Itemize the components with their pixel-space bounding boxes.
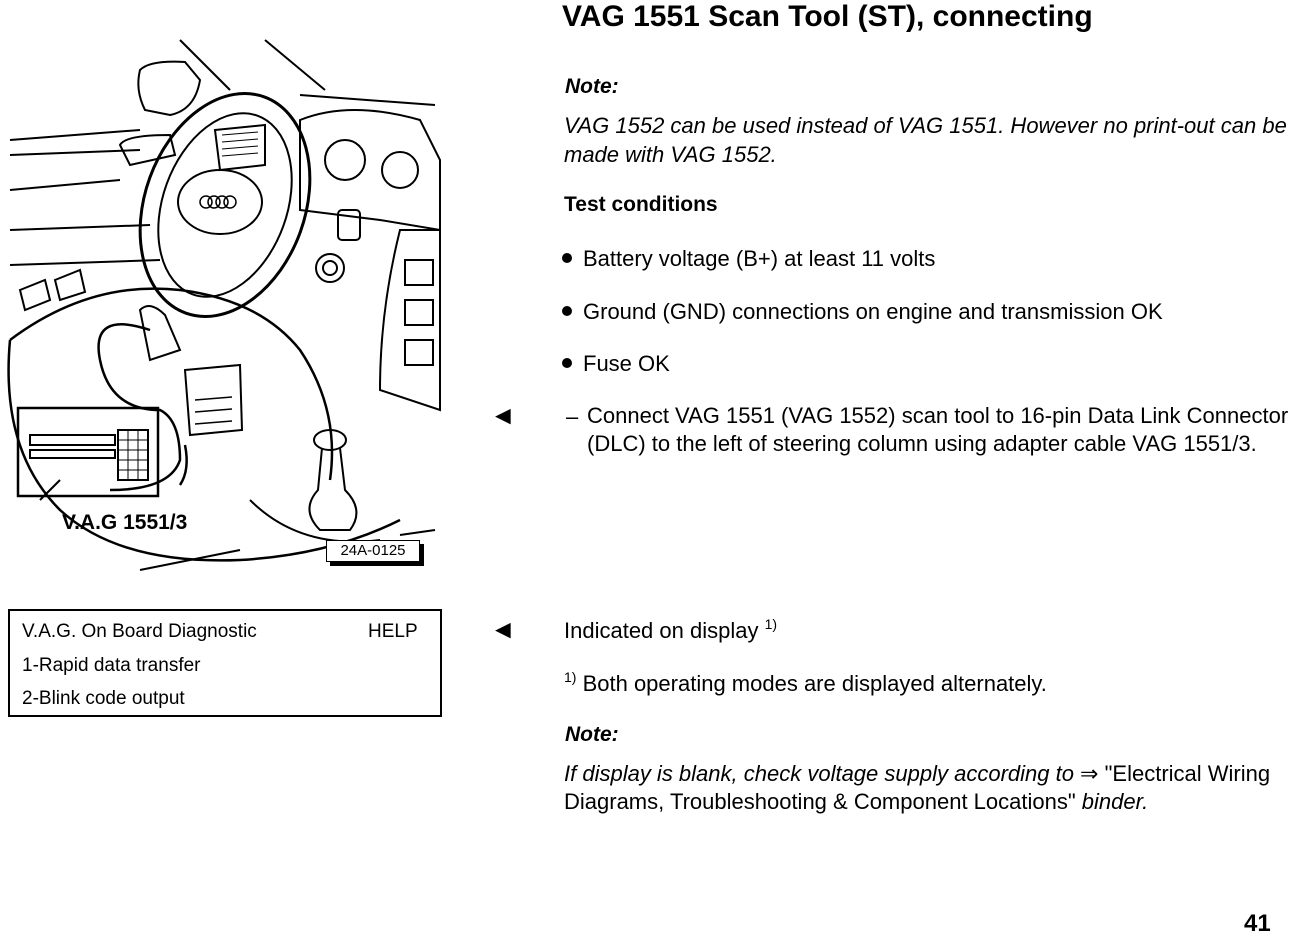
condition-item: Battery voltage (B+) at least 11 volts [562, 246, 1302, 272]
bullet-icon [562, 358, 572, 368]
page-number: 41 [1244, 910, 1271, 937]
ignition-switch [316, 254, 344, 282]
footnote-ref: 1) [564, 669, 577, 685]
pointer-arrow-icon: ◄ [490, 614, 516, 644]
dashboard-illustration [0, 30, 450, 590]
condition-item: Ground (GND) connections on engine and transmission OK [562, 299, 1302, 325]
footnote: $^{1)}$ Both operating modes are displayed alternately. [564, 669, 1047, 696]
display-help: HELP [368, 621, 418, 642]
note-heading: Note: [565, 75, 619, 98]
footnote-ref: 1) [764, 616, 778, 632]
test-conditions-heading: Test conditions [564, 193, 718, 216]
dlc-connector [185, 365, 242, 435]
display-line: 2-Blink code output [22, 688, 185, 709]
bullet-icon [562, 253, 572, 263]
note-heading: Note: [565, 723, 619, 746]
display-readout [8, 609, 442, 717]
condition-item: Fuse OK [562, 351, 1302, 377]
bullet-icon [562, 306, 572, 316]
display-line: V.A.G. On Board Diagnostic [22, 621, 257, 642]
display-line: 1-Rapid data transfer [22, 655, 201, 676]
note-text: If display is blank, check voltage supply according to ⇒ "Electrical Wiring Diagrams, Troubleshooting & Component Locations" binder. [564, 761, 1271, 814]
mirror-shape [138, 62, 200, 115]
step-dash: – [566, 404, 579, 429]
center-console [380, 230, 440, 410]
pointer-arrow-icon: ◄ [490, 400, 516, 430]
audi-rings-icon [200, 196, 236, 208]
note-text: VAG 1552 can be used instead of VAG 1551. However no print-out can be made with VAG 1552. [564, 113, 1287, 167]
figure-reference-label: 24A-0125 [326, 540, 420, 562]
page-title: VAG 1551 Scan Tool (ST), connecting [562, 0, 1093, 33]
step-text: Connect VAG 1551 (VAG 1552) scan tool to 16-pin Data Link Connector (DLC) to the left of steering column using adapter cable VAG 1551/3. [587, 403, 1289, 456]
display-indication-text: Indicated on display $^{1)}$ [564, 616, 778, 643]
figure-callout: V.A.G 1551/3 [62, 511, 188, 534]
